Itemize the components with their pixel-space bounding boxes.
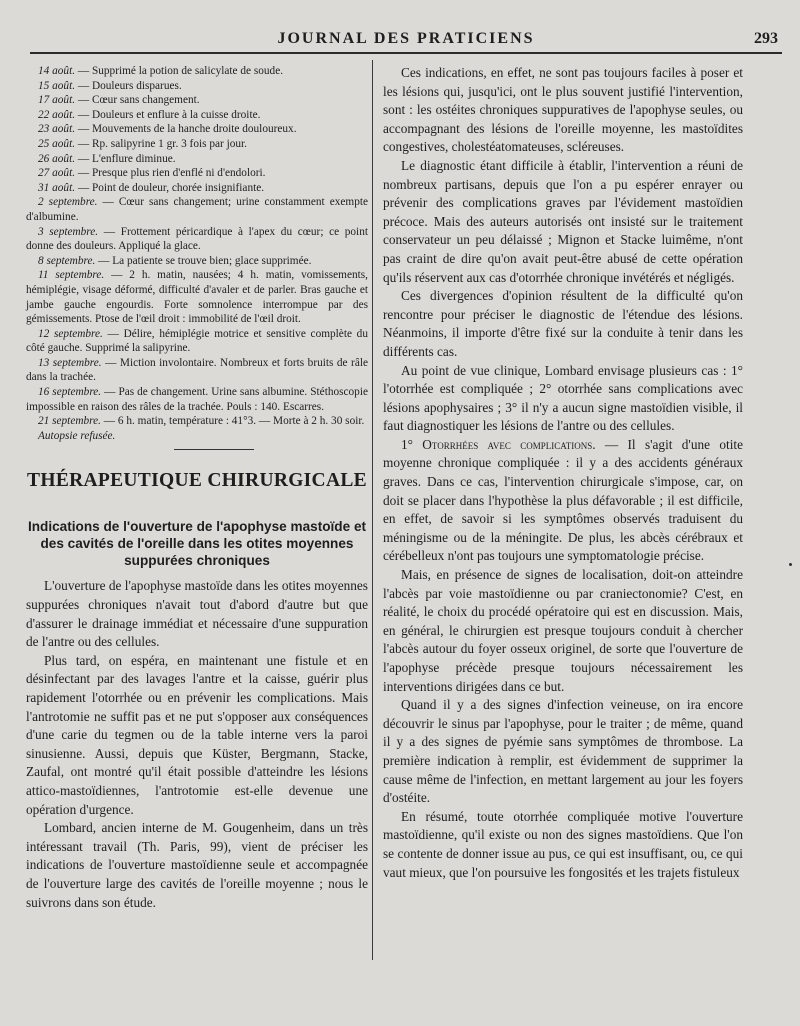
log-entry [26,79,368,94]
log-text: — 6 h. matin, température : 41°3. — Morte à 2 h. 30 soir. [100,415,365,428]
log-text: — Pas de changement. Urine sans albumine. Stéthoscopie impossible en raison des râles de la trachée. Pouls : 140. Escarres. [26,386,368,413]
log-entry [26,327,368,356]
short-rule [174,449,254,450]
margin-mark [789,563,792,566]
log-date: 2 septembre. [38,196,98,209]
log-text: — Douleurs et enflure à la cuisse droite. [75,108,261,121]
paragraph: Mais, en présence de signes de localisation, doit-on atteindre l'abcès par voie mastoïdienne ou par craniectonomie? C'est, en réalité, le choix du procédé opératoire qui est en discussion. Mais, en général, le chirurgien est presque toujours conduit à chercher l'abcès autour du foyer osseux originel, de sorte que l'ouverture de l'apophyse précède presque toujours nécessairement les interventions dirigées dans ce but. [383,567,743,694]
paragraph: Ces indications, en effet, ne sont pas toujours faciles à poser et les lésions qui, jusqu'ici, ont le plus souvent justifié l'intervention, sont : les ostéites chroniques suppuratives de l'apophyse seules, ou accompagnant des lésions de l'oreille moyenne, les mastoïdites congestives, cholestéatomateuses, scléreuses. [383,65,743,155]
log-entry [26,93,368,108]
complications-heading: 1° Otorrhées avec complications. [401,436,596,452]
log-text: — Point de douleur, chorée insignifiante. [75,181,265,194]
log-entry [26,181,368,196]
log-text: — Miction involontaire. Nombreux et forts bruits de râle dans la trachée. [26,356,368,384]
log-date: 25 août. [38,137,76,150]
paragraph: Lombard, ancien interne de M. Gougenheim, dans un très intéressant travail (Th. Paris, 99), vient de préciser les indications de l'ouverture mastoïdienne seule et accompagnée de l'ouverture large des cavités de l'oreille moyenne ; nous le suivrons dans son étude. [26,820,368,910]
log-date: 11 septembre. [38,269,105,282]
complications-paragraph [383,436,743,566]
log-entry [26,108,368,123]
log-text: — Supprimé la potion de salicylate de soude. [75,65,284,77]
log-entry [26,414,368,429]
log-date: 27 août. [38,167,76,180]
left-column [26,64,368,912]
log-date: 13 septembre. [38,356,102,369]
log-text: — 2 h. matin, nausées; 4 h. matin, vomissements, hémiplégie, visage déformé, difficulté d'avaler et de parler. Bras gauche et jambe gauche engourdis. Forte somnolence interrompue par des gémissements. Ptose de l'œil droit : immobilité de l'œil droit. [26,269,368,326]
log-date: 14 août. [38,65,76,77]
right-article-body [383,64,743,882]
paragraph: Plus tard, on espéra, en maintenant une fistule et en désinfectant par des lavages l'antre et la caisse, guérir plus rapidement l'otorrhée ou en prévenir les complications. Mais l'antrotomie ne suffit pas et ne put s'opposer aux conséquences d'une carie du tegmen ou de la table interne vers la paroi sinusienne. Aussi, depuis que Küster, Bergmann, Stacke, Zaufal, ont montré qu'il était possible d'atteindre les lésions attico-mastoïdiennes, l'antrotomie est-elle devenue une opération d'urgence. [26,652,368,817]
log-date: 3 septembre. [38,225,99,238]
log-entry [26,152,368,167]
log-text: — Presque plus rien d'enflé ni d'endolori. [75,167,266,180]
log-date: 26 août. [38,152,76,165]
left-article-body [26,577,368,912]
case-log [26,64,368,429]
log-entry [26,225,368,254]
paragraph: Le diagnostic étant difficile à établir, l'intervention a réuni de nombreux partisans, depuis que l'on a pu espérer enrayer ou prévenir des complications graves par l'évidement mastoïdien précoce. Mais des auteurs autorisés ont insisté sur le traitement conservateur un peu délaissé ; Mignon et Stacke luimême, n'ont pas craint de dire qu'on avait peut-être abusé de cette opération qu'ils réservent aux cas d'otorrhée chronique invétérés et négligés. [383,157,743,285]
log-text: — Délire, hémiplégie motrice et sensitive complète du côté gauche. Supprimé la salipyrine. [26,327,368,355]
paragraph: Quand il y a des signes d'infection veineuse, on ira encore découvrir le sinus par l'apophyse, pour le traiter ; de même, quand il y a des signes de pyémie sans symptômes de thrombose. La première indication à remplir, est évidemment de supprimer la cause même de l'infection, en mettant largement au jour les foyers d'ostéite. [383,697,743,806]
log-entry [26,137,368,152]
log-date: 21 septembre. [38,415,101,428]
journal-title: JOURNAL DES PRATICIENS [277,30,535,47]
autopsy-note: Autopsie refusée. [38,429,116,442]
section-title: THÉRAPEUTIQUE CHIRURGICALE [27,470,367,492]
column-divider [372,60,373,960]
log-text: — Rp. salipyrine 1 gr. 3 fois par jour. [75,137,247,150]
log-date: 8 septembre. [38,254,96,267]
log-entry [26,268,368,326]
log-entry [26,195,368,224]
paragraph: En résumé, toute otorrhée compliquée motive l'ouverture mastoïdienne, qu'il existe ou non des signes mastoïdiens. Que l'on se contente de donner issue au pus, ce qui est insuffisant, ou, ce qui vaut mieux, que l'on poursuive les fongosités et les trajets fistuleux [383,808,743,880]
log-entry [26,166,368,181]
log-date: 31 août. [38,181,76,194]
complications-text: — Il s'agit d'une otite moyenne chronique compliquée : il y a des accidents généraux graves. Dans ce cas, l'intervention chirurgicale s'impose, car, on doit se placer dans l'hypothèse la plus défavorable ; il est difficile, en effet, de savoir si les symptômes observés traduisent du méningisme ou de la méningite. De plus, les abcès cérébraux et cérébelleux n'ont pas toujours une symptomatologie précise. [383,436,743,564]
log-text: — Frottement péricardique à l'apex du cœur; ce point donne des douleurs. Appliqué la glace. [26,225,368,253]
log-entry [26,64,368,79]
page-number: 293 [754,30,778,47]
log-date: 23 août. [38,123,76,136]
log-entry [26,122,368,137]
log-text: — La patiente se trouve bien; glace supprimée. [95,254,312,267]
log-date: 22 août. [38,108,76,121]
page-header [30,26,782,54]
log-text: — Cœur sans changement. [75,94,200,107]
log-text: — Douleurs disparues. [75,79,182,92]
log-text: — Mouvements de la hanche droite douloureux. [75,123,297,136]
right-column [383,64,743,882]
log-text: — Cœur sans changement; urine constamment exempte d'albumine. [26,196,368,223]
log-date: 15 août. [38,79,76,92]
log-date: 17 août. [38,94,76,107]
article-title: Indications de l'ouverture de l'apophyse mastoïde et des cavités de l'oreille dans les otites moyennes suppurées chroniques [27,519,367,569]
paragraph: L'ouverture de l'apophyse mastoïde dans les otites moyennes suppurées chroniques n'avait tout d'abord d'autre but que d'assurer le drainage immédiat et nécessaire d'une suppuration de l'antre ou des cellules. [26,578,368,650]
log-entry [26,254,368,269]
paragraph: Au point de vue clinique, Lombard envisage plusieurs cas : 1° l'otorrhée est compliquée ; 2° otorrhée sans complications avec lésions apophysaires ; 3° il n'y a aucun signe mastoïdien visible, il faut diagnostiquer les lésions de l'antre ou des cellules. [383,362,743,434]
log-text: — L'enflure diminue. [75,152,176,165]
paragraph: Ces divergences d'opinion résultent de la difficulté qu'on rencontre pour préciser le diagnostic de l'étendue des lésions. Néanmoins, il importe d'être fixé sur la conduite à tenir dans les différents cas. [383,288,743,359]
log-entry [26,385,368,414]
log-date: 12 septembre. [38,327,103,340]
log-entry [26,356,368,385]
autopsy-note-wrap [26,429,368,444]
log-date: 16 septembre. [38,386,102,399]
